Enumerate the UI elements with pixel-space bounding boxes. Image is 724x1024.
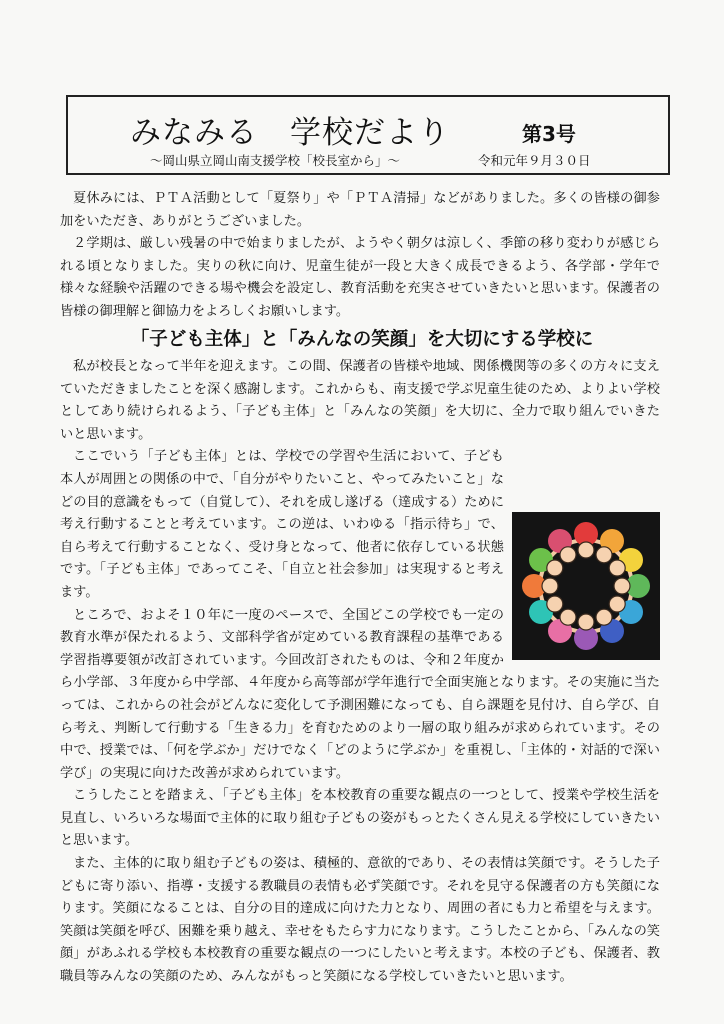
child-head [596,547,612,563]
body-paragraph: ここでいう「子ども主体」とは、学校での学習や生活において、子ども本人が周囲との関係の中で、「自分がやりたいこと、やってみたいこと」などの目的意識をもって（自覚して）、それを成し遂げる（達成する）ために考え行動することと考えています。この逆は、いわゆる「指示待ち」で、自ら考えて行動することなく、受け身となって、他者に依存している状態です。「子ども主体」であってこそ、「自立と社会参加」は実現すると考えます。 [60,449,504,600]
newsletter-title: みなみる 学校だより [130,115,450,151]
children-circle-icon [512,512,660,660]
child-head [542,578,558,594]
children-circle-illustration [512,512,660,660]
child-head [614,578,630,594]
body-paragraph: ところで、およそ１０年に一度のペースで、全国どこの学校でも一定の教育水準が保たれるよう、文部科学省が定めている教育課程の基準である学習指導要領が改訂されています。今回改訂されたものは、令和２年度から小学部、３年度から中学部、４年度から高等部が学年進行で全面実施となります。その実施に当たっては、これからの社会がどんなに変化して予測困難になっても、自ら課題を見付け、自ら学び、自ら考え、判断して行動する「生きる力」を育むためのより一層の取り組みが求められています。その中で、授業では、「何を学ぶか」だけでなく「どのように学ぶか」を重視し、「主体的・対話的で深い学び」の実現に向けた改善が求められています。 [60,607,660,781]
article-headline: 「子ども主体」と「みんなの笑顔」を大切にする学校に [130,329,594,350]
issue-number: 第3号 [522,122,576,146]
child-head [547,560,563,576]
child-head [560,610,576,626]
child-head [560,547,576,563]
article-body [60,356,660,989]
body-paragraph: こうしたことを踏まえ、「子ども主体」を本校教育の重要な観点の一つとして、授業や学校生活を見直し、いろいろな場面で主体的に取り組む子どもの姿がもっとたくさん見える学校にしていきたいと思います。 [60,788,660,849]
intro-paragraph: ２学期は、厳しい残暑の中で始まりましたが、ようやく朝夕は涼しく、季節の移り変わりが感じられる頃となりました。実りの秋に向け、児童生徒が一段と大きく成長できるよう、各学部・学年で様々な経験や活躍のできる場や機会を設定し、教育活動を充実させていきたいと思います。保護者の皆様の御理解と御協力をよろしくお願いします。 [60,236,660,319]
intro-paragraph: 夏休みには、ＰＴＡ活動として「夏祭り」や「ＰＴＡ清掃」などがありました。多くの皆様の御参加をいただき、ありがとうございました。 [60,191,660,229]
child-head [578,542,594,558]
body-paragraph: また、主体的に取り組む子どもの姿は、積極的、意欲的であり、その表情は笑顔です。そうした子どもに寄り添い、指導・支援する教職員の表情も必ず笑顔です。それを見守る保護者の方も笑顔になります。笑顔になることは、自分の目的達成に向けた力となり、周囲の者にも力と希望を与えます。笑顔は笑顔を呼び、困難を乗り越え、幸せをもたらす力になります。こうしたことから、「みんなの笑顔」があふれる学校も本校教育の重要な観点の一つにしたいと考えます。本校の子ども、保護者、教職員等みんなの笑顔のため、みんながもっと笑顔になる学校していきたいと思います。 [60,856,660,985]
child-head [609,560,625,576]
masthead-subtitle: ～岡山県立岡山南支援学校「校長室から」～ [150,153,401,168]
intro-section [60,188,660,324]
child-head [596,610,612,626]
issue-date: 令和元年９月３０日 [478,153,591,168]
body-paragraph: 私が校長となって半年を迎えます。この間、保護者の皆様や地域、関係機関等の多くの方々に支えていただきましたことを深く感謝します。これからも、南支援で学ぶ児童生徒のため、よりよい学校としてあり続けられるよう、「子ども主体」と「みんなの笑顔」を大切に、全力で取り組んでいきたいと思います。 [60,359,660,442]
masthead [66,95,670,175]
child-head [578,614,594,630]
child-head [609,596,625,612]
child-head [547,596,563,612]
